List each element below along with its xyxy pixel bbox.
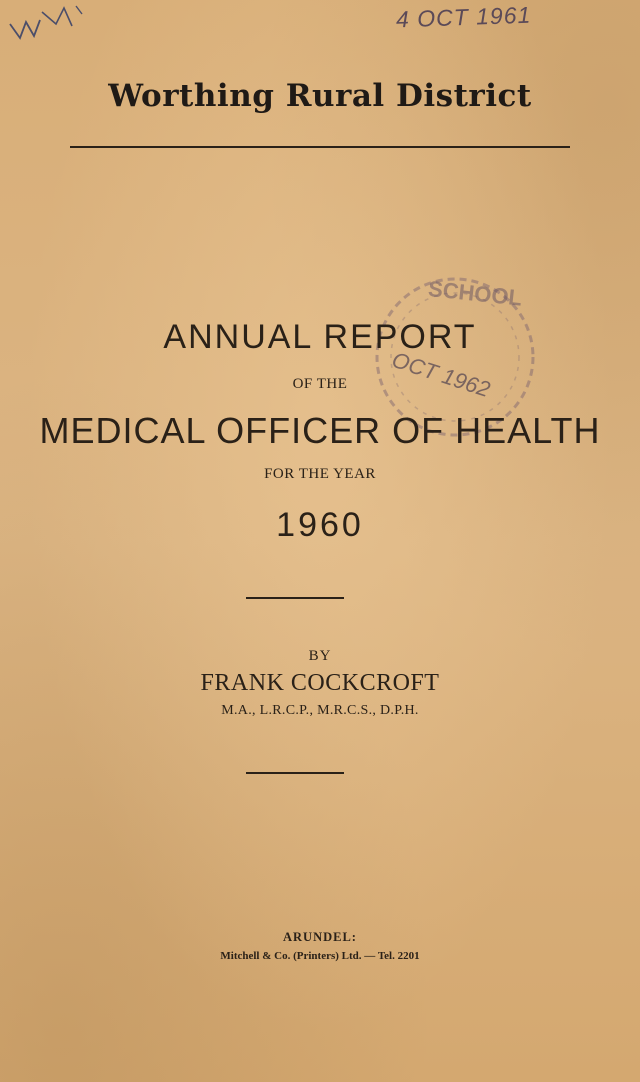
author-name: FRANK COCKCROFT — [200, 670, 440, 696]
report-year: 1960 — [276, 506, 364, 544]
date-stamp: 4 OCT 1961 — [395, 1, 532, 33]
by-text: BY — [308, 648, 332, 664]
publication-place: ARUNDEL: — [283, 930, 357, 944]
author-degrees: M.A., L.R.C.P., M.R.C.S., D.P.H. — [221, 703, 419, 718]
for-the-year-text: FOR THE YEAR — [264, 466, 376, 482]
title-divider — [70, 146, 570, 148]
district-title: Worthing Rural District — [108, 78, 532, 114]
handwritten-corner-mark — [6, 2, 96, 42]
report-title: ANNUAL REPORT — [163, 318, 477, 356]
svg-text:OCT 1962: OCT 1962 — [388, 346, 494, 403]
svg-text:SCHOOL: SCHOOL — [426, 275, 524, 311]
lower-short-divider — [246, 772, 344, 774]
printer-credit: Mitchell & Co. (Printers) Ltd. — Tel. 2201 — [220, 950, 420, 962]
upper-short-divider — [246, 597, 344, 599]
of-the-text: OF THE — [292, 376, 348, 392]
officer-title: MEDICAL OFFICER OF HEALTH — [39, 410, 601, 451]
